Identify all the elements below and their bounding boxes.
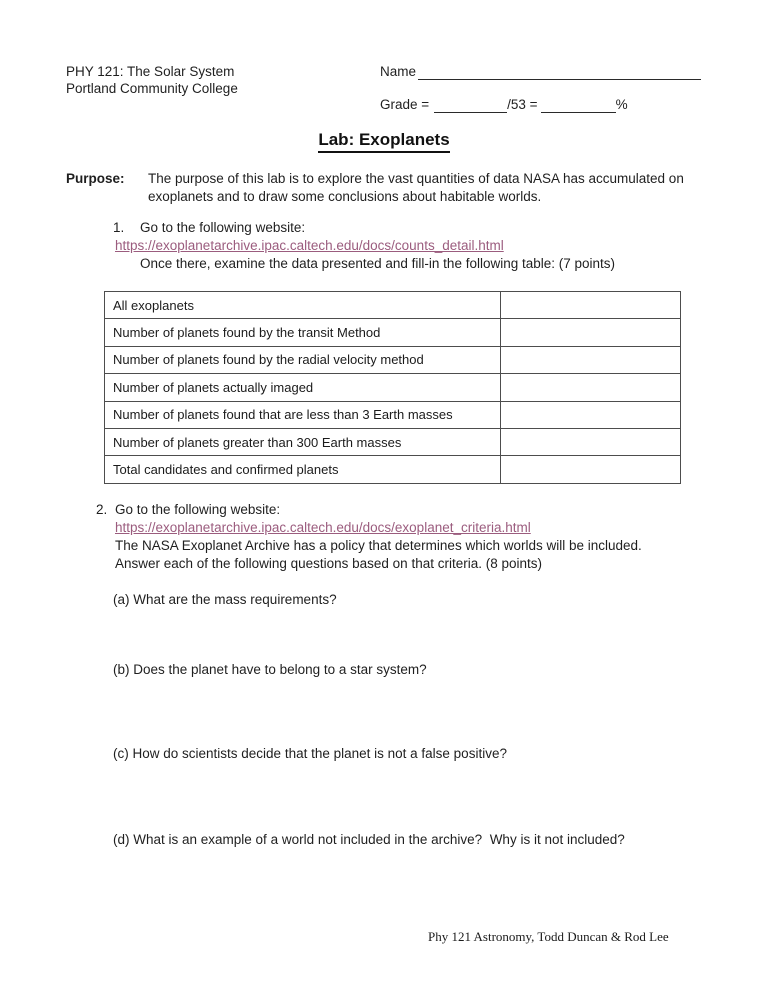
question-a: (a) What are the mass requirements? — [113, 592, 337, 607]
answer-cell — [501, 456, 681, 483]
name-blank-line — [418, 64, 701, 80]
course-title: PHY 121: The Solar System — [66, 64, 235, 79]
question-b: (b) Does the planet have to belong to a star system? — [113, 662, 427, 677]
table-row — [105, 374, 681, 401]
purpose-text: The purpose of this lab is to explore the vast quantities of data NASA has accumulated on exoplanets and to draw some conclusions about habitable worlds. — [148, 171, 684, 204]
item2-intro: Go to the following website: — [115, 502, 281, 517]
grade-label: Grade = — [380, 97, 430, 112]
item1-number: 1. — [113, 220, 125, 235]
answer-cell — [501, 319, 681, 346]
row-label: Number of planets found that are less than 3 Earth masses — [105, 401, 501, 428]
row-label: Number of planets found by the radial velocity method — [105, 346, 501, 373]
counts-detail-link[interactable]: https://exoplanetarchive.ipac.caltech.edu/docs/counts_detail.html — [115, 238, 504, 253]
question-d: (d) What is an example of a world not included in the archive? Why is it not included? — [113, 832, 625, 847]
exoplanet-counts-table — [104, 291, 681, 484]
row-label: Total candidates and confirmed planets — [105, 456, 501, 483]
name-field-row — [380, 63, 701, 80]
answer-cell — [501, 428, 681, 455]
table-row — [105, 428, 681, 455]
grade-blank-line-2 — [541, 97, 616, 113]
institution-name: Portland Community College — [66, 81, 238, 96]
table-row — [105, 292, 681, 319]
title-row — [0, 130, 768, 153]
header-left — [66, 63, 238, 97]
purpose-label: Purpose: — [66, 171, 125, 186]
footer-credit: Phy 121 Astronomy, Todd Duncan & Rod Lee — [428, 929, 669, 944]
table-row — [105, 319, 681, 346]
exoplanet-criteria-link[interactable]: https://exoplanetarchive.ipac.caltech.edu/docs/exoplanet_criteria.html — [115, 520, 531, 535]
page-title: Lab: Exoplanets — [318, 130, 449, 153]
row-label: Number of planets actually imaged — [105, 374, 501, 401]
item2-number: 2. — [96, 502, 108, 517]
answer-cell — [501, 346, 681, 373]
item1-intro: Go to the following website: — [140, 220, 306, 235]
row-label: Number of planets greater than 300 Earth masses — [105, 428, 501, 455]
answer-cell — [501, 401, 681, 428]
item2-instruction: The NASA Exoplanet Archive has a policy that determines which worlds will be included. Answer each of the following questions based on that criteria. (8 points) — [115, 538, 649, 571]
item1-instruction: Once there, examine the data presented and fill-in the following table: (7 points) — [140, 256, 616, 271]
table-row — [105, 401, 681, 428]
table-row — [105, 346, 681, 373]
name-label: Name — [380, 64, 417, 79]
grade-percent-sign: % — [615, 97, 628, 112]
grade-blank-line-1 — [434, 97, 507, 113]
row-label: All exoplanets — [105, 292, 501, 319]
grade-field-row — [380, 96, 628, 113]
answer-cell — [501, 374, 681, 401]
table-row — [105, 456, 681, 483]
grade-denominator: /53 = — [507, 97, 538, 112]
row-label: Number of planets found by the transit Method — [105, 319, 501, 346]
answer-cell — [501, 292, 681, 319]
question-c: (c) How do scientists decide that the planet is not a false positive? — [113, 746, 507, 761]
